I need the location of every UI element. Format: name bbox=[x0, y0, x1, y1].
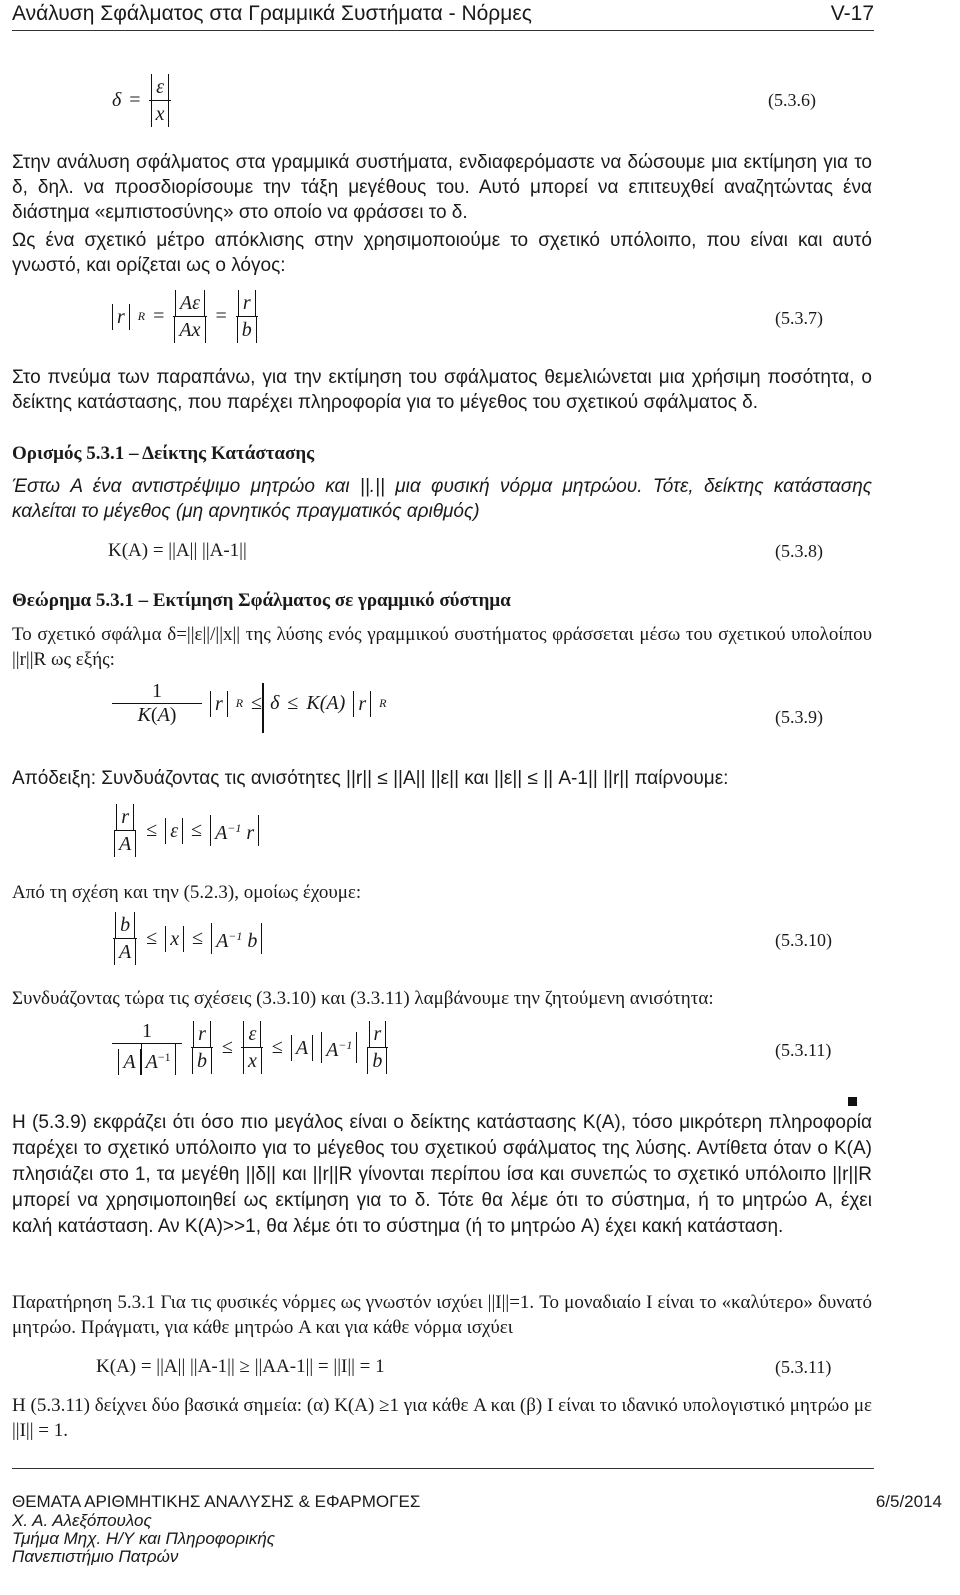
equation-number: (5.3.7) bbox=[775, 308, 823, 328]
remark: Παρατήρηση 5.3.1 Για τις φυσικές νόρμες ως γνωστόν ισχύει ||I||=1. Το μοναδιαίο I είναι το «καλύτερο» δυνατό μητρώο. Πράγματι, για κάθε μητρώο A και για κάθε νόρμα ισχύει bbox=[12, 1292, 872, 1338]
footer-department: Τμήμα Μηχ. Η/Υ και Πληροφορικής bbox=[12, 1529, 276, 1548]
definition-title: Ορισμός 5.3.1 – Δείκτης Κατάστασης bbox=[12, 443, 315, 464]
paragraph-7: Η (5.3.11) δείχνει δύο βασικά σημεία: (α) K(A) ≥1 για κάθε A και (β) I είναι το ιδανικό υπολογιστικό μητρώο με ||I|| = 1. bbox=[12, 1395, 872, 1441]
equation-5-3-8: K(A) = ||A|| ||A-1|| bbox=[108, 540, 247, 561]
qed-square-icon bbox=[848, 1097, 857, 1106]
equation-number: (5.3.9) bbox=[775, 707, 823, 727]
footer-university: Πανεπιστήμιο Πατρών bbox=[12, 1547, 179, 1566]
equation-5-3-9: $\frac{1}{K(A)}$ r R ≤ δ ≤ K(A) r R bbox=[112, 680, 386, 727]
theorem-title: Θεώρημα 5.3.1 – Εκτίμηση Σφάλματος σε γραμμικό σύστημα bbox=[12, 590, 511, 611]
paragraph-2: Ως ένα σχετικό μέτρο απόκλισης στην χρησιμοποιούμε το σχετικό υπόλοιπο, που είναι και αυτό γνωστό, και ορίζεται ως ο λόγος: bbox=[12, 230, 872, 276]
footer-date: 6/5/2014 bbox=[875, 1492, 942, 1511]
inequality-residual: $\frac{r}{A}$ ≤ ε ≤ $A^{-1}$ r bbox=[112, 804, 259, 857]
paragraph-1: Στην ανάλυση σφάλματος στα γραμμικά συστήματα, ενδιαφερόμαστε να δώσουμε μια εκτίμηση για το δ, δηλ. να προσδιορίσουμε την τάξη μεγέθους του. Αυτό μπορεί να επιτευχθεί αναζητώντας ένα διάστημα «εμπιστοσύνης» στο οποίο να φράσσει το δ. bbox=[12, 152, 872, 223]
equation-5-3-10: $\frac{b}{A}$ ≤ x ≤ $A^{-1}$ b bbox=[112, 912, 262, 965]
equation-number: (5.3.8) bbox=[775, 541, 823, 561]
equation-5-3-6: δ = $\frac{\varepsilon}{x}$ bbox=[112, 74, 171, 127]
proof-text: Απόδειξη: Συνδυάζοντας τις ανισότητες ||r|| ≤ ||A|| ||ε|| και ||ε|| ≤ || A-1|| ||r|| παίρνουμε: bbox=[12, 768, 729, 789]
definition-body: Έστω A ένα αντιστρέψιμο μητρώο και ||.|| μια φυσική νόρμα μητρώου. Τότε, δείκτης κατάστασης καλείται το μέγεθος (μη αρνητικός πραγματικός αριθμός) bbox=[12, 476, 872, 522]
paragraph-5: Συνδυάζοντας τώρα τις σχέσεις (3.3.10) και (3.3.11) λαμβάνουμε την ζητούμενη ανισότητα: bbox=[12, 988, 714, 1009]
header-rule bbox=[12, 30, 874, 31]
equation-number: (5.3.11) bbox=[775, 1357, 832, 1377]
footer-course: ΘΕΜΑΤΑ ΑΡΙΘΜΗΤΙΚΗΣ ΑΝΑΛΥΣΗΣ & ΕΦΑΡΜΟΓΕΣ bbox=[12, 1492, 421, 1511]
page-number: V-17 bbox=[830, 2, 874, 25]
theorem-body: Το σχετικό σφάλμα δ=||ε||/||x|| της λύσης ενός γραμμικού συστήματος φράσσεται μέσω του σχετικού υπολοίπου ||r||R ως εξής: bbox=[12, 624, 872, 670]
footer-rule bbox=[12, 1468, 874, 1469]
equation-number: (5.3.10) bbox=[775, 930, 832, 950]
equation-5-3-11: $\frac{1}{A A^{-1}}$ $\frac{r}{b}$ ≤ $\frac{\varepsilon}{x}$ ≤ A $A^{-1}$ $\frac{r}{b}$ bbox=[112, 1020, 389, 1075]
footer-author: Χ. Α. Αλεξόπουλος bbox=[12, 1511, 152, 1530]
paragraph-6: Η (5.3.9) εκφράζει ότι όσο πιο μεγάλος είναι ο δείκτης κατάστασης K(A), τόσο μικρότερη πληροφορία παρέχει το σχετικό υπόλοιπο για το μέγεθος του σχετικού σφάλματος της λύσης. Αντίθετα όταν ο K(A) πλησιάζει στο 1, τα μεγέθη ||δ|| και ||r||R γίνονται περίπου ίσα και συνεπώς το σχετικό υπόλοιπο ||r||R μπορεί να χρησιμοποιηθεί ως εκτίμηση για το δ. Τότε θα λέμε ότι το σύστημα, ή το μητρώο A, έχει καλή κατάσταση. Αν K(A)>>1, θα λέμε ότι το σύστημα (ή το μητρώο A) έχει κακή κατάσταση. bbox=[12, 1112, 872, 1237]
equation-5-3-11b: K(A) = ||A|| ||A-1|| ≥ ||AA-1|| = ||I|| = 1 bbox=[96, 1356, 385, 1377]
paragraph-4: Από τη σχέση και την (5.2.3), ομοίως έχουμε: bbox=[12, 882, 362, 903]
running-header-title: Ανάλυση Σφάλματος στα Γραμμικά Συστήματα - Νόρμες bbox=[12, 2, 532, 25]
equation-number: (5.3.11) bbox=[775, 1040, 832, 1060]
equation-5-3-7: r R = $\frac{A\varepsilon}{Ax}$ = $\frac{r}{b}$ bbox=[112, 290, 259, 343]
paragraph-3: Στο πνεύμα των παραπάνω, για την εκτίμηση του σφάλματος θεμελιώνεται μια χρήσιμη ποσότητα, ο δείκτης κατάστασης, που παρέχει πληροφορία για το μέγεθος του σχετικού σφάλματος δ. bbox=[12, 367, 872, 413]
theorem-rule bbox=[262, 683, 264, 733]
equation-number: (5.3.6) bbox=[768, 90, 816, 110]
